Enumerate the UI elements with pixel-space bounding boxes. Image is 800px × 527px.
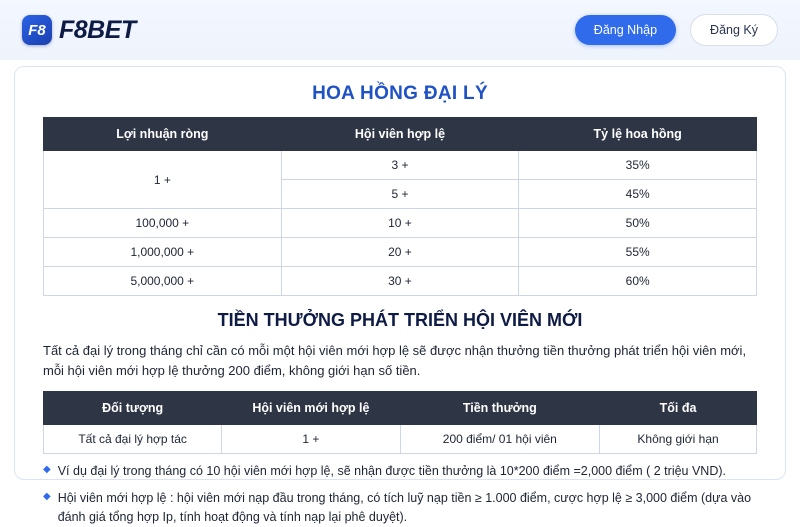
logo[interactable] <box>22 15 136 45</box>
cell-new-members: 1 + <box>222 425 400 454</box>
cell-members: 10 + <box>281 209 519 238</box>
table-row <box>44 238 757 267</box>
page-title: HOA HỒNG ĐẠI LÝ <box>312 83 488 104</box>
intro-paragraph: Tất cả đại lý trong tháng chỉ cần có mỗi một hội viên mới hợp lệ sẽ được nhận thưởng tiền thưởng phát triển hội viên mới, mỗi hội viên mới hợp lệ thưởng 200 điểm, không giới hạn số tiền. <box>43 343 747 379</box>
table-row <box>44 267 757 296</box>
column-header-rate: Tỷ lệ hoa hồng <box>519 118 757 151</box>
column-header-target: Đối tượng <box>44 392 222 425</box>
diamond-bullet-icon: ◆ <box>43 464 51 476</box>
content-card <box>14 66 786 524</box>
register-button[interactable]: Đăng Ký <box>690 14 778 46</box>
note-text: Ví dụ đại lý trong tháng có 10 hội viên mới hợp lệ, sẽ nhận được tiền thưởng là 10*200 điểm =2,000 điểm ( 2 triệu VND). <box>57 464 727 479</box>
login-button[interactable]: Đăng Nhập <box>575 15 676 45</box>
column-header-profit: Lợi nhuận ròng <box>44 118 282 151</box>
bonus-table <box>43 391 757 454</box>
cell-profit: 5,000,000 + <box>44 267 282 296</box>
logo-badge-icon: F8 <box>22 15 52 45</box>
cell-profit: 1,000,000 + <box>44 238 282 267</box>
cell-rate: 45% <box>519 180 757 209</box>
cell-members: 5 + <box>281 180 519 209</box>
cell-members: 20 + <box>281 238 519 267</box>
commission-table <box>43 117 757 296</box>
cell-bonus: 200 điểm/ 01 hội viên <box>400 425 600 454</box>
column-header-members: Hội viên hợp lệ <box>281 118 519 151</box>
column-header-bonus: Tiền thưởng <box>400 392 600 425</box>
cell-rate: 60% <box>519 267 757 296</box>
column-header-max: Tối đa <box>600 392 757 425</box>
cell-members: 3 + <box>281 151 519 180</box>
cell-members: 30 + <box>281 267 519 296</box>
table-row <box>44 209 757 238</box>
cell-max: Không giới hạn <box>600 425 757 454</box>
table-row <box>44 151 757 180</box>
site-header <box>0 0 800 60</box>
table-header-row <box>44 392 757 425</box>
note-text: Hội viên mới hợp lệ : hội viên mới nạp đầu trong tháng, có tích luỹ nạp tiền ≥ 1.000 điểm, cược hợp lệ ≥ 3,000 điểm (dựa vào đánh giá tổng hợp Ip, tính hoạt động và tính nạp lại phê duyệt). <box>57 491 752 524</box>
cell-profit: 100,000 + <box>44 209 282 238</box>
cell-rate: 50% <box>519 209 757 238</box>
table-header-row <box>44 118 757 151</box>
cell-rate: 55% <box>519 238 757 267</box>
cell-profit: 1 + <box>44 151 282 209</box>
section-subtitle: TIỀN THƯỞNG PHÁT TRIỂN HỘI VIÊN MỚI <box>217 310 583 330</box>
diamond-bullet-icon: ◆ <box>43 491 51 503</box>
cell-target: Tất cả đại lý hợp tác <box>44 425 222 454</box>
list-item <box>43 489 757 527</box>
table-row <box>44 425 757 454</box>
list-item <box>43 462 757 481</box>
header-actions <box>575 14 778 46</box>
logo-text: F8BET <box>59 15 136 44</box>
cell-rate: 35% <box>519 151 757 180</box>
column-header-new-members: Hội viên mới hợp lệ <box>222 392 400 425</box>
